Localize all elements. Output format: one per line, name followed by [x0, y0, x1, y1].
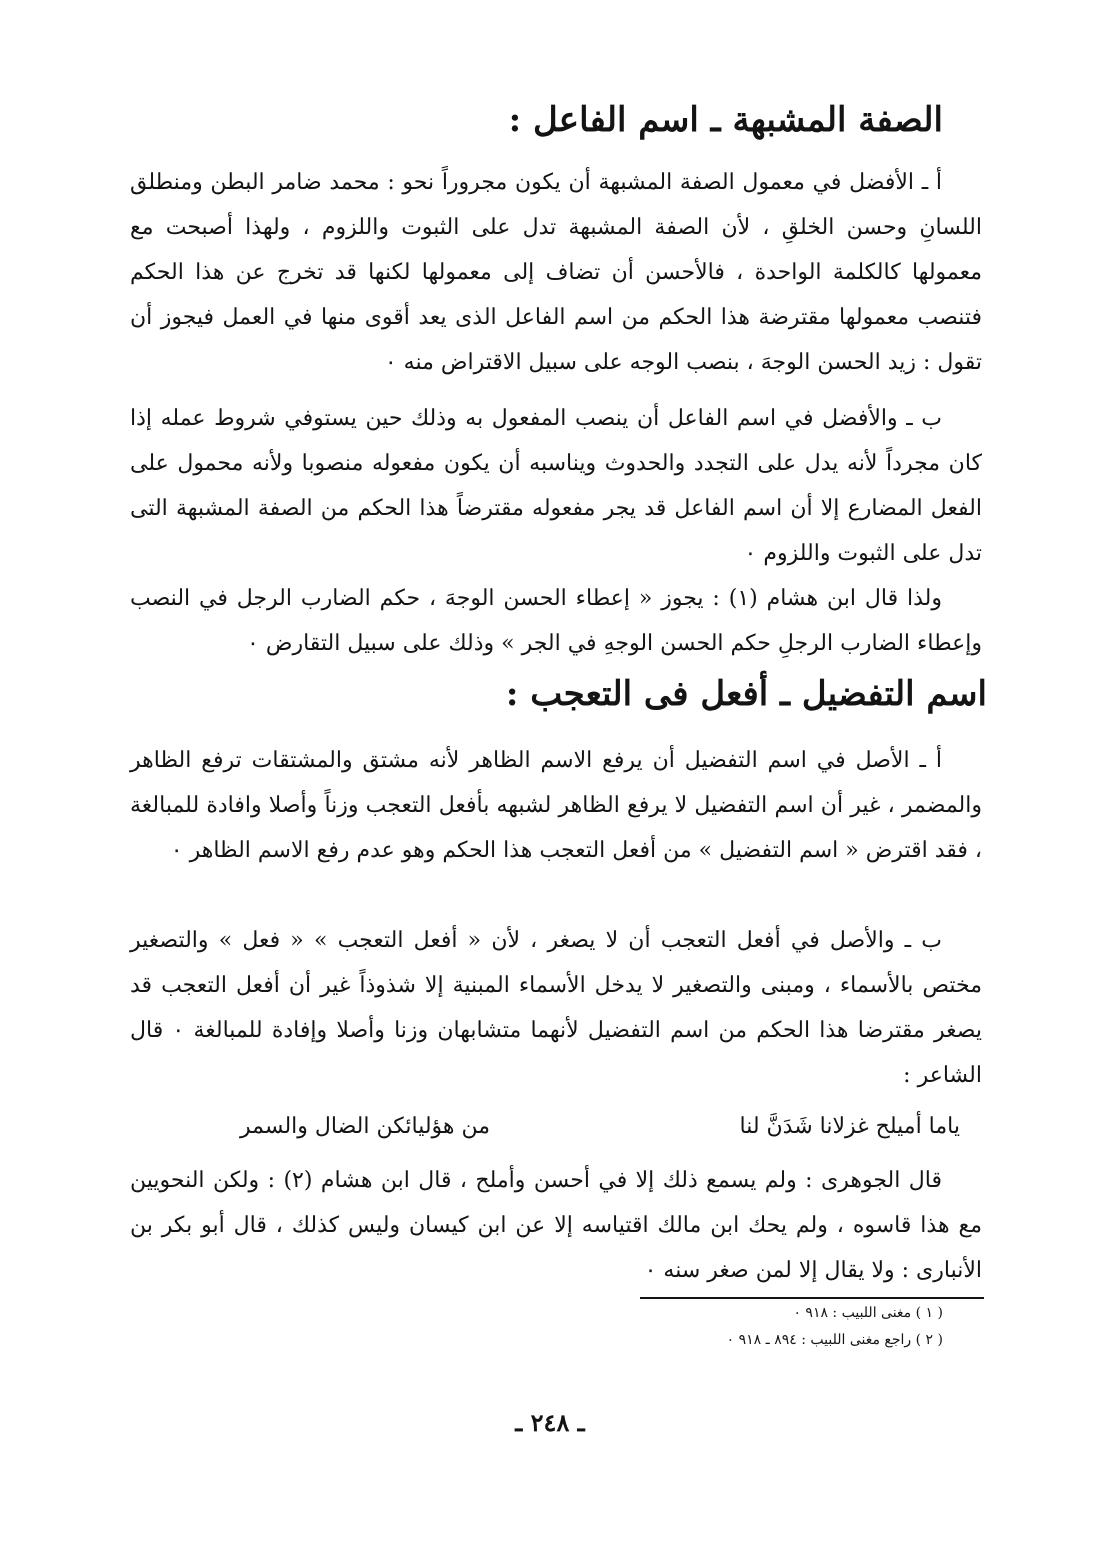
paragraph-text: قال الجوهرى : ولم يسمع ذلك إلا في أحسن وأملح ، قال ابن هشام (٢) : ولكن النحويين مع هذا قاسوه ، ولم يحك ابن مالك اقتياسه إلا عن ابن كيسان وليس كذلك ، قال أبو بكر بن الأنبارى : ولا يقال إلا لمن صغر سنه ٠: [130, 1168, 982, 1283]
paragraph-text: أ ـ الأصل في اسم التفضيل أن يرفع الاسم الظاهر لأنه مشتق والمشتقات ترفع الظاهر والمضمر ، غير أن اسم التفضيل لا يرفع الظاهر لشبهه بأفعل التعجب وزناً وأصلا وافادة للمبالغة ، فقد اقترض « اسم التفضيل » من أفعل التعجب هذا الحكم وهو عدم رفع الاسم الظاهر ٠: [130, 748, 982, 863]
paragraph-superlative-c: [130, 1158, 982, 1293]
footnote-1: ( ١ ) مغنى اللبيب : ٩١٨ ٠: [793, 1305, 943, 1321]
paragraph-text: ب ـ والأصل في أفعل التعجب أن لا يصغر ، لأن « أفعل التعجب » « فعل » والتصغير مختص بالأسماء ، ومبنى والتصغير لا يدخل الأسماء المبنية إلا شذوذاً غير أن أفعل التعجب قد يصغر مقترضا هذا الحكم من اسم التفضيل لأنهما متشابهان وزنا وأصلا وإفادة للمبالغة ٠ قال الشاعر :: [130, 928, 982, 1088]
poetry-verse: [200, 1104, 960, 1149]
section-heading-adjective: الصفة المشبهة ـ اسم الفاعل :: [508, 100, 943, 140]
paragraph-adjective-c: [130, 576, 982, 666]
paragraph-superlative-b: [130, 918, 982, 1098]
section-heading-superlative: اسم التفضيل ـ أفعل فى التعجب :: [505, 674, 987, 714]
verse-first-hemistich: ياما أميلح غزلانا شَدَنَّ لنا: [739, 1114, 960, 1139]
paragraph-text: ب ـ والأفضل في اسم الفاعل أن ينصب المفعول به وذلك حين يستوفي شروط عمله إذا كان مجرداً لأنه يدل على التجدد والحدوث ويناسبه أن يكون مفعوله منصوبا ولأنه محمول على الفعل المضارع إلا أن اسم الفاعل قد يجر مفعوله مقترضاً هذا الحكم من الصفة المشبهة التى تدل على الثبوت واللزوم ٠: [130, 406, 982, 566]
verse-second-hemistich: من هؤليائكن الضال والسمر: [240, 1114, 491, 1139]
paragraph-text: أ ـ الأفضل في معمول الصفة المشبهة أن يكون مجروراً نحو : محمد ضامر البطن ومنطلق اللسانِ وحسن الخلقِ ، لأن الصفة المشبهة تدل على الثبوت واللزوم ، ولهذا أصبحت مع معمولها كالكلمة الواحدة ، فالأحسن أن تضاف إلى معمولها لكنها قد تخرج عن هذا الحكم فتنصب معمولها مقترضة هذا الحكم من اسم الفاعل الذى يعد أقوى منها في العمل فيجوز أن تقول : زيد الحسن الوجهَ ، بنصب الوجه على سبيل الاقتراض منه ٠: [130, 170, 982, 375]
paragraph-text: ولذا قال ابن هشام (١) : يجوز « إعطاء الحسن الوجهَ ، حكم الضارب الرجل في النصب وإعطاء الضارب الرجلِ حكم الحسن الوجهِ في الجر » وذلك على سبيل التقارض ٠: [130, 586, 982, 656]
paragraph-adjective-a: [130, 160, 982, 385]
paragraph-adjective-b: [130, 396, 982, 576]
footnote-2: ( ٢ ) راجع مغنى اللبيب : ٨٩٤ ـ ٩١٨ ٠: [726, 1332, 943, 1348]
paragraph-superlative-a: [130, 738, 982, 873]
page-number: ـ ٢٤٨ ـ: [515, 1408, 585, 1437]
footnote-divider: [640, 1297, 984, 1299]
